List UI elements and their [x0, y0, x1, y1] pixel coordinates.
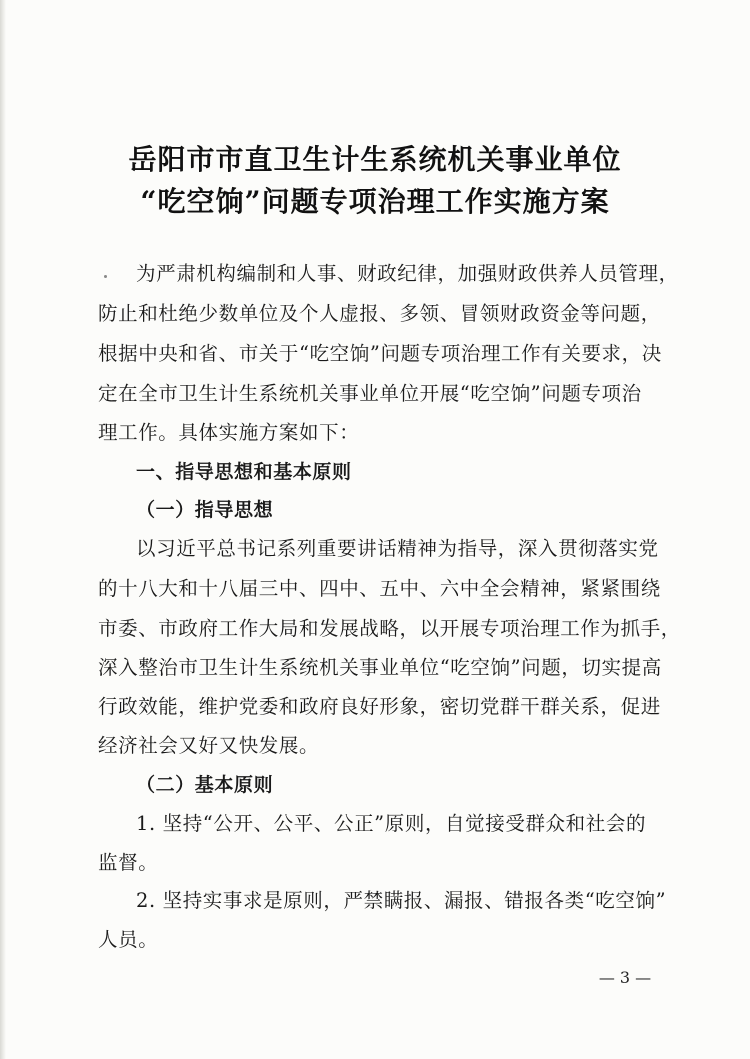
principle-2-line-1: 2. 坚持实事求是原则，严禁瞒报、漏报、错报各类“吃空饷” [136, 889, 667, 912]
paragraph-intro-line-2: 防止和杜绝少数单位及个人虚报、多领、冒领财政资金等问题， [98, 302, 661, 325]
page-number: — 3 — [598, 968, 652, 987]
paragraph-guiding-line-4: 深入整治市卫生计生系统机关事业单位“吃空饷”问题，切实提高 [98, 656, 662, 679]
document-title-line-2: “吃空饷”问题专项治理工作实施方案 [140, 185, 610, 218]
scan-speck [104, 275, 107, 278]
paragraph-intro-line-1: 为严肃机构编制和人事、财政纪律，加强财政供养人员管理， [136, 262, 679, 285]
principle-2-line-2: 人员。 [98, 928, 159, 951]
paragraph-intro-line-3: 根据中央和省、市关于“吃空饷”问题专项治理工作有关要求，决 [98, 342, 662, 365]
document-title-line-1: 岳阳市市直卫生计生系统机关事业单位 [128, 143, 622, 176]
section-heading-1: 一、指导思想和基本原则 [136, 461, 352, 483]
paragraph-intro-line-4: 定在全市卫生计生系统机关事业单位开展“吃空饷”问题专项治 [98, 382, 642, 405]
paragraph-guiding-line-1: 以习近平总书记系列重要讲话精神为指导，深入贯彻落实党 [136, 537, 659, 560]
paragraph-guiding-line-6: 经济社会又好又快发展。 [98, 734, 320, 757]
principle-1-line-1: 1. 坚持“公开、公平、公正”原则，自觉接受群众和社会的 [136, 812, 647, 835]
paragraph-guiding-line-5: 行政效能，维护党委和政府良好形象，密切党群干群关系，促进 [98, 695, 661, 718]
paragraph-guiding-line-3: 市委、市政府工作大局和发展战略，以开展专项治理工作为抓手， [98, 617, 681, 640]
paragraph-intro-line-5: 理工作。具体实施方案如下： [98, 421, 360, 444]
principle-1-line-2: 监督。 [98, 851, 159, 874]
paragraph-guiding-line-2: 的十八大和十八届三中、四中、五中、六中全会精神，紧紧围绕 [98, 577, 661, 600]
subsection-heading-basic-principles: （二）基本原则 [136, 774, 274, 796]
subsection-heading-guiding-thought: （一）指导思想 [136, 499, 274, 521]
